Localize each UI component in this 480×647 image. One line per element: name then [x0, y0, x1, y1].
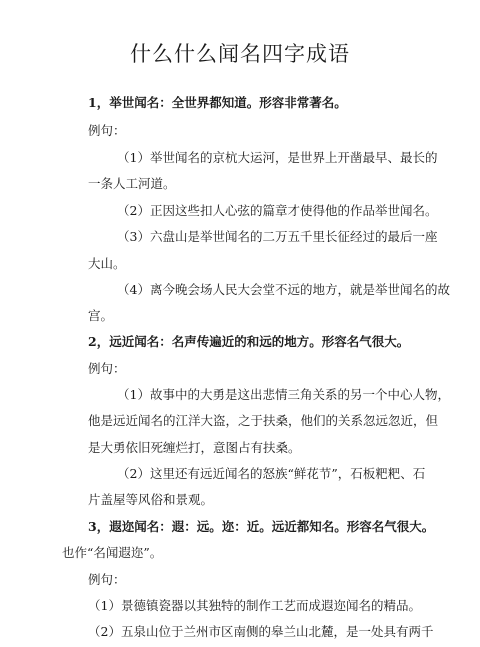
page-title: 什么什么闻名四字成语	[130, 42, 350, 66]
example-1-3-line-2: 大山。	[88, 256, 126, 271]
section-1-example-label: 例句：	[88, 123, 126, 138]
example-1-1-line-1: （1）举世闻名的京杭大运河，是世界上开凿最早、最长的	[117, 150, 438, 165]
example-3-2-line-1: （2）五泉山位于兰州市区南侧的皋兰山北麓，是一处具有两千	[88, 624, 434, 639]
example-1-1-line-2: 一条人工河道。	[88, 176, 176, 191]
example-1-4-line-2: 宫。	[88, 308, 114, 323]
section-1-heading: 1，举世闻名：全世界都知道。形容非常著名。	[88, 95, 347, 110]
example-1-4-line-1: （4）离今晚会场人民大会堂不远的地方，就是举世闻名的故	[117, 282, 450, 297]
section-3-example-label: 例句：	[88, 572, 126, 587]
example-3-1-line-1: （1）景德镇瓷器以其独特的制作工艺而成遐迩闻名的精品。	[88, 598, 421, 613]
section-3-heading: 3，遐迩闻名：遐：远。迩：近。远近都知名。形容名气很大。	[88, 519, 435, 534]
example-1-3-line-1: （3）六盘山是举世闻名的二万五千里长征经过的最后一座	[117, 229, 438, 244]
example-2-1-line-2: 他是远近闻名的江洋大盗，之于扶桑，他们的关系忽远忽近，但	[88, 413, 439, 428]
example-2-1-line-1: （1）故事中的大勇是这出悲情三角关系的另一个中心人物，	[117, 387, 450, 402]
section-2-example-label: 例句：	[88, 361, 126, 376]
example-2-1-line-3: 是大勇依旧死缠烂打，意图占有扶桑。	[88, 440, 301, 455]
section-2-heading: 2，远近闻名：名声传遍近的和远的地方。形容名气很大。	[88, 334, 410, 349]
example-2-2-line-1: （2）这里还有远近闻名的怒族“鲜花节”，石板粑粑、石	[117, 466, 426, 481]
example-1-2-line-1: （2）正因这些扣人心弦的篇章才使得他的作品举世闻名。	[117, 203, 438, 218]
section-3-heading-cont: 也作“名闻遐迩”。	[62, 545, 163, 560]
example-2-2-line-2: 片盖屋等风俗和景观。	[88, 492, 214, 507]
